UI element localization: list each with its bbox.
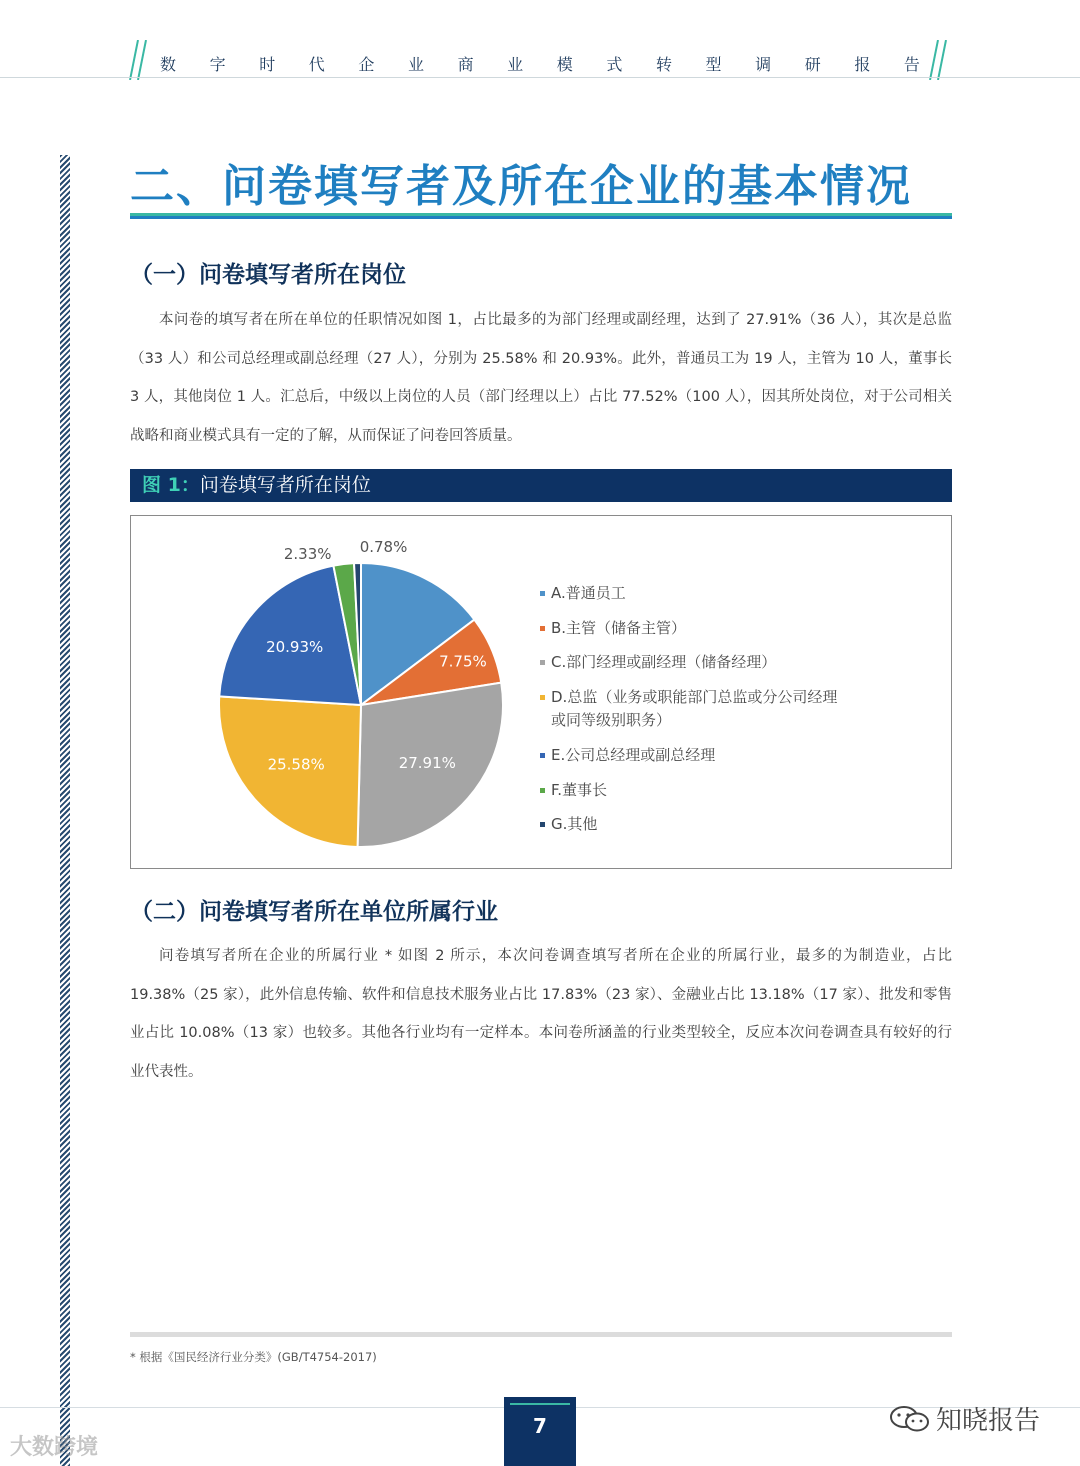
report-title-char: 字: [209, 55, 226, 74]
page-number: 7: [533, 1414, 547, 1438]
legend-label: F.董事长: [551, 780, 607, 799]
watermark-right: [888, 1400, 1040, 1437]
legend-item: [540, 813, 940, 848]
footnote-divider: [130, 1332, 952, 1337]
legend-label: B.主管（储备主管）: [551, 618, 687, 637]
figure-1-title: 问卷填写者所在岗位: [199, 474, 371, 496]
pie-legend: [540, 582, 940, 848]
report-title-char: 式: [606, 55, 623, 74]
pie-data-label: 2.33%: [283, 545, 332, 564]
report-title-char: 商: [457, 55, 474, 74]
legend-label: D.总监（业务或职能部门总监或分公司经理 或同等级别职务）: [551, 688, 838, 730]
section-2-paragraph: 问卷填写者所在企业的所属行业 * 如图 2 所示，本次问卷调查填写者所在企业的所属行业，最多的为制造业，占比 19.38%（25 家），此外信息传输、软件和信息技术服务业占比 17.83%（23 家）、金融业占比 13.18%（17 家）、批发和零售业占比 10.08%（13 家）也较多。其他各行业均有一定样本。本问卷所涵盖的行业类型较全，反应本次问卷调查具有较好的行业代表性。: [130, 948, 952, 1080]
legend-swatch: [540, 591, 545, 596]
watermark-right-text: 知晓报告: [936, 1406, 1041, 1436]
section-1-heading: （一）问卷填写者所在岗位: [130, 262, 406, 288]
report-title-char: 型: [705, 55, 722, 74]
pie-data-label: 20.93%: [266, 638, 324, 657]
section-1-paragraph: 本问卷的填写者在所在单位的任职情况如图 1，占比最多的为部门经理或副经理，达到了 27.91%（36 人），其次是总监（33 人）和公司总经理或副总经理（27 人），分别为 25.58% 和 20.93%。此外，普通员工为 19 人，主管为 10 人，董事长 3 人，其他岗位 1 人。汇总后，中级以上岗位的人员（部门经理以上）占比 77.52%（100 人），因其所处岗位，对于公司相关战略和商业模式具有一定的了解，从而保证了问卷回答质量。: [130, 312, 952, 444]
legend-swatch: [540, 660, 545, 665]
report-title-char: 告: [903, 55, 920, 74]
report-title-char: 时: [259, 55, 276, 74]
report-title-char: 转: [655, 55, 672, 74]
legend-label: G.其他: [551, 815, 598, 834]
report-title-char: 业: [507, 55, 524, 74]
header-slash-left-icon: [128, 40, 150, 80]
figure-1-caption-bar: [130, 469, 952, 502]
header-divider: [0, 77, 1080, 78]
legend-label: E.公司总经理或副总经理: [551, 746, 716, 765]
report-title-char: 数: [160, 55, 177, 74]
legend-swatch: [540, 626, 545, 631]
pie-data-label: 0.78%: [359, 538, 408, 557]
legend-swatch: [540, 788, 545, 793]
page-number-box: [504, 1397, 576, 1466]
legend-item: [540, 779, 940, 814]
legend-swatch: [540, 822, 545, 827]
report-title-char: 企: [358, 55, 375, 74]
legend-swatch: [540, 695, 545, 700]
pie-data-label: 25.58%: [267, 755, 325, 774]
legend-item: [540, 744, 940, 779]
title-underline-blue: [130, 216, 952, 219]
report-title-char: 业: [407, 55, 424, 74]
watermark-left: 大数跨境: [10, 1435, 99, 1460]
report-title-char: 模: [556, 55, 573, 74]
wechat-icon: [888, 1404, 932, 1434]
report-title-char: 研: [804, 55, 821, 74]
footnote: * 根据《国民经济行业分类》(GB/T4754-2017): [130, 1350, 377, 1364]
legend-label: A.普通员工: [551, 584, 626, 602]
header-slash-right-icon: [928, 40, 950, 80]
report-title-char: 调: [755, 55, 772, 74]
report-running-title: [160, 52, 920, 76]
figure-1-number: 图 1：: [142, 474, 200, 496]
legend-swatch: [540, 753, 545, 758]
legend-label: C.部门经理或副经理（储备经理）: [551, 653, 777, 672]
pie-data-label: 7.75%: [439, 652, 487, 671]
legend-item: [540, 582, 940, 617]
report-title-char: 代: [308, 55, 325, 74]
legend-item: [540, 686, 940, 744]
page-number-accent: [510, 1403, 570, 1405]
section-2-heading: （二）问卷填写者所在单位所属行业: [130, 899, 498, 925]
legend-item: [540, 617, 940, 652]
report-title-char: 报: [854, 55, 871, 74]
pie-data-label: 27.91%: [398, 753, 456, 772]
page-title: 二、问卷填写者及所在企业的基本情况: [130, 161, 912, 212]
left-decorative-chain: [60, 155, 70, 1466]
legend-item: [540, 651, 940, 686]
